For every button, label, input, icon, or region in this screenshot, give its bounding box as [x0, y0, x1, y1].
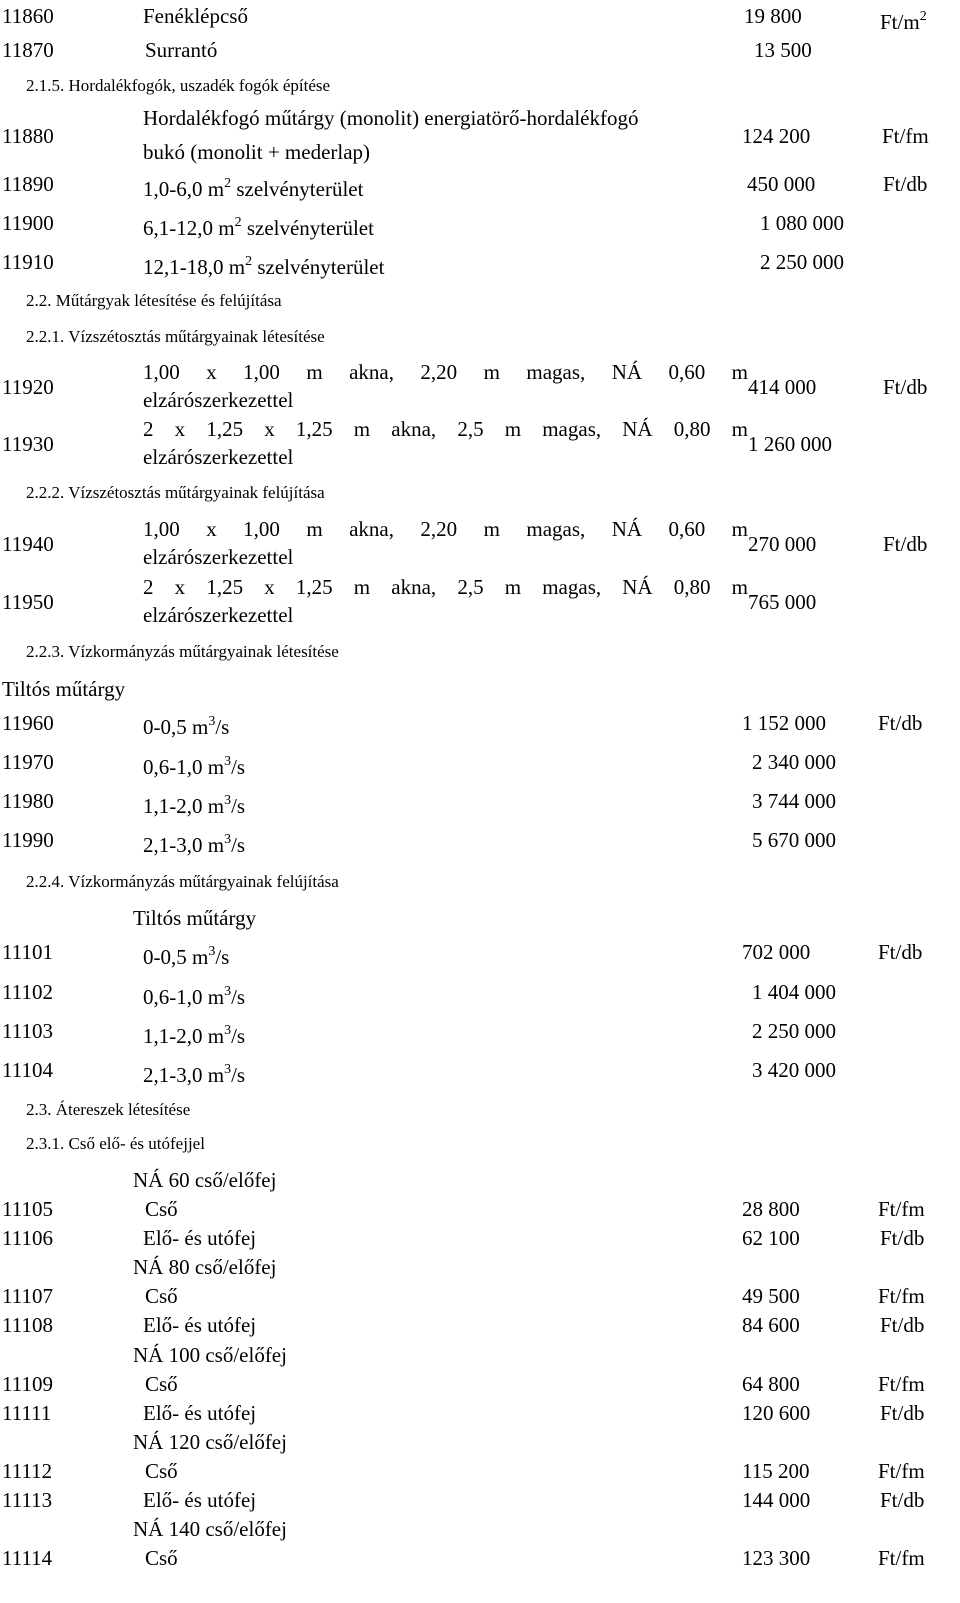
item-unit: Ft/db	[880, 1226, 925, 1250]
item-price: 2 340 000	[752, 750, 836, 774]
item-description: 1,0-6,0 $m^2$ szelvényterület	[143, 176, 364, 201]
item-price: 144 000	[742, 1488, 811, 1512]
item-unit: Ft/db	[878, 940, 923, 964]
item-price: 115 200	[742, 1459, 810, 1483]
item-code: 11102	[2, 980, 53, 1004]
item-code: 11107	[2, 1284, 53, 1308]
group-label: NÁ 120 cső/előfej	[133, 1430, 287, 1454]
item-description: 12,1-18,0 $m^2$ szelvényterület	[143, 254, 385, 279]
item-unit: Ft/db	[883, 375, 928, 399]
item-code: 11112	[2, 1459, 53, 1483]
item-price: 123 300	[742, 1546, 811, 1570]
item-code: 11940	[2, 532, 54, 556]
item-unit: Ft/db	[880, 1313, 925, 1337]
item-unit: Ft/fm	[878, 1459, 925, 1483]
item-description: 1,1-2,0 $m^3/s$	[143, 793, 246, 818]
item-code: 11900	[2, 211, 54, 235]
section-heading: 2.2. Műtárgyak létesítése és felújítása	[26, 291, 282, 310]
item-description: Surrantó	[145, 38, 218, 62]
item-code: 11104	[2, 1058, 53, 1082]
item-description: 0,6-1,0 $m^3/s$	[143, 984, 246, 1009]
item-price: 5 670 000	[752, 828, 836, 852]
item-code: 11114	[2, 1546, 53, 1570]
item-description: 0-0,5 $m^3/s$	[143, 944, 230, 969]
section-heading: 2.2.2. Vízszétosztás műtárgyainak felújítása	[26, 483, 325, 502]
item-code: 11970	[2, 750, 54, 774]
item-description-line2: elzárószerkezettel	[143, 603, 294, 627]
section-heading: 2.2.3. Vízkormányzás műtárgyainak létesítése	[26, 642, 339, 661]
item-code: 11980	[2, 789, 54, 813]
item-unit: $Ft/m^2$	[880, 9, 927, 34]
item-price: 1 152 000	[742, 711, 826, 735]
item-price: 64 800	[742, 1372, 800, 1396]
item-price: 28 800	[742, 1197, 800, 1221]
item-price: 450 000	[747, 172, 816, 196]
item-price: 270 000	[748, 532, 817, 556]
item-description: Cső	[145, 1546, 178, 1570]
item-description: Cső	[145, 1197, 178, 1221]
item-code: 11870	[2, 38, 54, 62]
item-code: 11108	[2, 1313, 53, 1337]
item-price: 702 000	[742, 940, 811, 964]
item-unit: Ft/db	[878, 711, 923, 735]
item-unit: Ft/fm	[878, 1546, 925, 1570]
item-description-line1: 2 x 1,25 x 1,25 m akna, 2,5 m magas, NÁ 0,80 m	[143, 417, 748, 441]
item-description-line1: 2 x 1,25 x 1,25 m akna, 2,5 m magas, NÁ 0,80 m	[143, 575, 748, 599]
item-code: 11920	[2, 375, 54, 399]
item-price: 3 420 000	[752, 1058, 836, 1082]
section-heading: 2.2.4. Vízkormányzás műtárgyainak felújítása	[26, 872, 339, 891]
item-unit: Ft/fm	[878, 1197, 925, 1221]
item-code: 11109	[2, 1372, 53, 1396]
item-code: 11880	[2, 124, 54, 148]
item-code: 11890	[2, 172, 54, 196]
group-label: NÁ 80 cső/előfej	[133, 1255, 277, 1279]
item-description: Cső	[145, 1372, 178, 1396]
item-description: 0,6-1,0 $m^3/s$	[143, 754, 246, 779]
group-label: Tiltós műtárgy	[2, 677, 126, 701]
item-price: 3 744 000	[752, 789, 836, 813]
item-unit: Ft/db	[883, 172, 928, 196]
item-price: 2 250 000	[752, 1019, 836, 1043]
item-code: 11860	[2, 4, 54, 28]
item-price: 1 080 000	[760, 211, 844, 235]
item-unit: Ft/db	[880, 1401, 925, 1425]
item-code: 11106	[2, 1226, 53, 1250]
item-unit: Ft/db	[880, 1488, 925, 1512]
item-description-line2: elzárószerkezettel	[143, 445, 294, 469]
item-unit: Ft/fm	[882, 124, 929, 148]
item-code: 11111	[2, 1401, 52, 1425]
item-price: 120 600	[742, 1401, 811, 1425]
item-price: 1 404 000	[752, 980, 836, 1004]
item-price: 1 260 000	[748, 432, 832, 456]
item-description: 0-0,5 $m^3/s$	[143, 714, 230, 739]
item-unit: Ft/db	[883, 532, 928, 556]
group-label: NÁ 140 cső/előfej	[133, 1517, 287, 1541]
item-description: Cső	[145, 1459, 178, 1483]
item-unit: Ft/fm	[878, 1284, 925, 1308]
item-price: 13 500	[754, 38, 812, 62]
item-code: 11960	[2, 711, 54, 735]
item-code: 11990	[2, 828, 54, 852]
group-label: Tiltós műtárgy	[133, 906, 257, 930]
section-heading: 2.3.1. Cső elő- és utófejjel	[26, 1134, 205, 1153]
item-code: 11930	[2, 432, 54, 456]
item-price: 124 200	[742, 124, 811, 148]
item-description: 2,1-3,0 $m^3/s$	[143, 1062, 246, 1087]
item-description-line1: Hordalékfogó műtárgy (monolit) energiatörő-hordalékfogó	[143, 106, 639, 130]
item-code: 11105	[2, 1197, 53, 1221]
section-heading: 2.1.5. Hordalékfogók, uszadék fogók építése	[26, 76, 331, 95]
group-label: NÁ 100 cső/előfej	[133, 1343, 287, 1367]
item-price: 19 800	[744, 4, 802, 28]
item-price: 414 000	[748, 375, 817, 399]
item-price: 49 500	[742, 1284, 800, 1308]
item-price: 84 600	[742, 1313, 800, 1337]
item-description-line2: elzárószerkezettel	[143, 545, 294, 569]
item-description-line2: bukó (monolit + mederlap)	[143, 140, 371, 164]
item-code: 11113	[2, 1488, 53, 1512]
item-description: Elő- és utófej	[143, 1226, 257, 1250]
item-price: 62 100	[742, 1226, 800, 1250]
item-code: 11910	[2, 250, 54, 274]
item-description: 6,1-12,0 $m^2$ szelvényterület	[143, 215, 374, 240]
item-description: 2,1-3,0 $m^3/s$	[143, 832, 246, 857]
item-description: Fenéklépcső	[143, 4, 248, 28]
group-label: NÁ 60 cső/előfej	[133, 1168, 277, 1192]
item-code: 11101	[2, 940, 53, 964]
item-description-line1: 1,00 x 1,00 m akna, 2,20 m magas, NÁ 0,60 m	[143, 517, 748, 541]
item-unit: Ft/fm	[878, 1372, 925, 1396]
item-price: 2 250 000	[760, 250, 844, 274]
item-description: Elő- és utófej	[143, 1488, 257, 1512]
item-description: Cső	[145, 1284, 178, 1308]
item-description: Elő- és utófej	[143, 1313, 257, 1337]
item-description-line1: 1,00 x 1,00 m akna, 2,20 m magas, NÁ 0,60 m	[143, 360, 748, 384]
item-description: Elő- és utófej	[143, 1401, 257, 1425]
item-code: 11950	[2, 590, 54, 614]
item-description-line2: elzárószerkezettel	[143, 388, 294, 412]
section-heading: 2.2.1. Vízszétosztás műtárgyainak létesítése	[26, 327, 325, 346]
section-heading: 2.3. Átereszek létesítése	[26, 1100, 191, 1119]
item-description: 1,1-2,0 $m^3/s$	[143, 1023, 246, 1048]
item-price: 765 000	[748, 590, 817, 614]
item-code: 11103	[2, 1019, 53, 1043]
